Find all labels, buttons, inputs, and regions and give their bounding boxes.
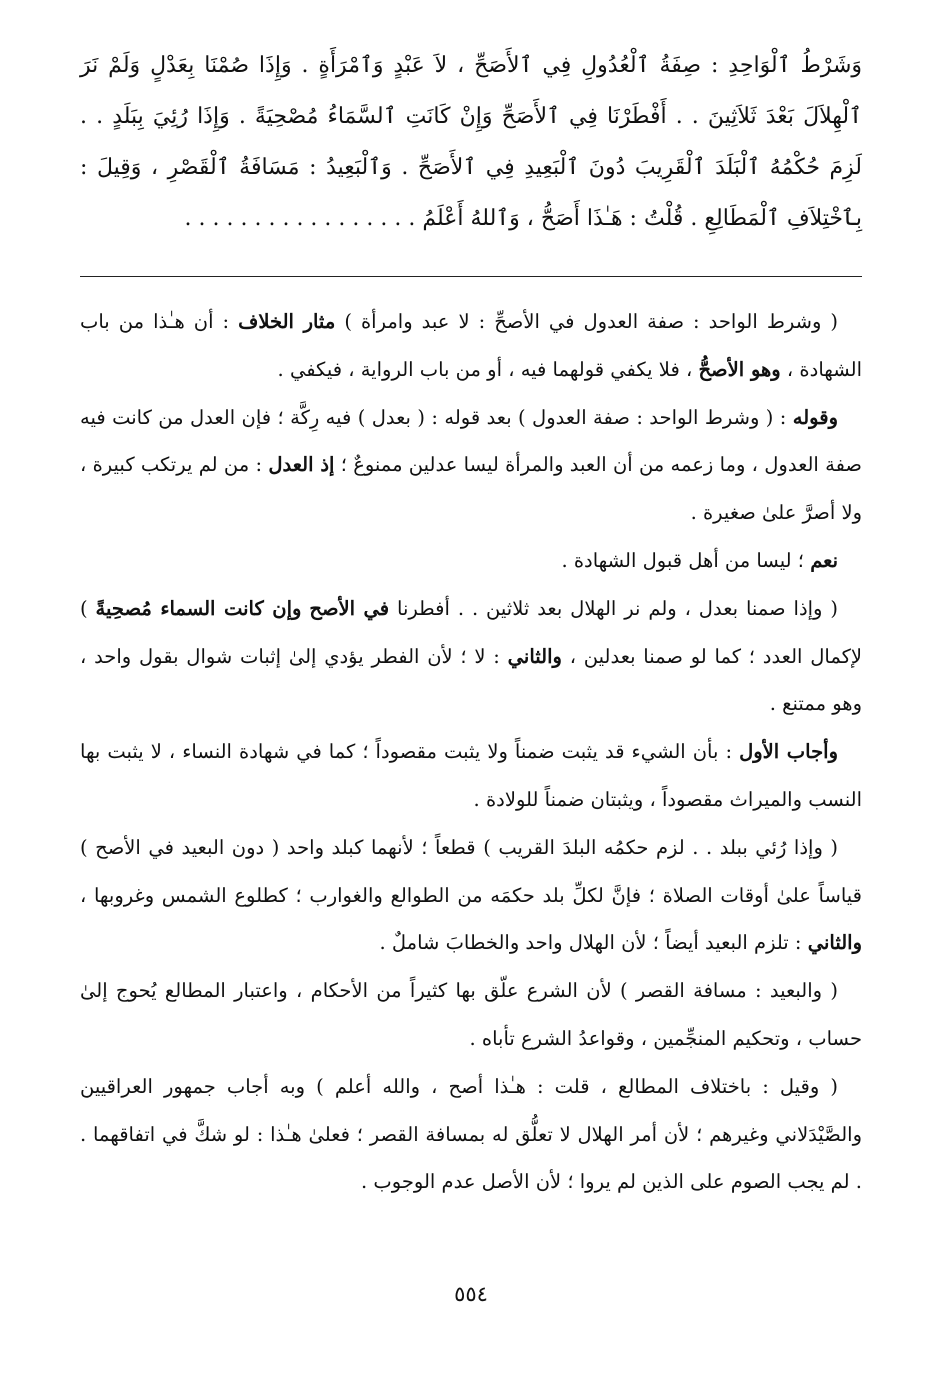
separator-line (80, 276, 862, 277)
commentary-paragraph (80, 967, 862, 1063)
matn-text (80, 40, 862, 244)
commentary-bold: في الأصح (309, 596, 390, 620)
commentary-text: : بأن الشيء قد يثبت ضمناً ولا يثبت مقصوداً ؛ كما في شهادة النساء ، لا يثبت بها النسب والميراث مقصوداً ، ويثبتان ضمناً للولادة . (80, 740, 862, 811)
commentary-text: ( وقيل : باختلاف المطالع ، قلت : هـٰذا أصح ، والله أعلم ) (316, 1074, 838, 1098)
commentary-paragraph (80, 298, 862, 394)
page-number: ٥٥٤ (454, 1282, 488, 1306)
commentary-paragraph (80, 728, 862, 824)
commentary-text: ( والبعيد : مسافة القصر ) (620, 979, 838, 1003)
commentary-text: ( وشرط الواحد : صفة العدول في الأصحِّ : لا عبد وامرأة ) (344, 310, 839, 333)
matn-body: وَشَرْطُ ٱلْوَاحِدِ : صِفَةُ ٱلْعُدُولِ فِي ٱلأَصَحِّ ، لاَ عَبْدٍ وَٱمْرَأَةٍ . وَإِذَا صُمْنَا بِعَدْلٍ وَلَمْ نَرَ ٱلْهِلاَلَ بَعْدَ ثَلاَثِينَ . . أَفْطَرْنَا فِي ٱلأَصَحِّ وَإِنْ كَانَتِ ٱلسَّمَاءُ مُصْحِيَةً . وَإِذَا رُئِيَ بِبَلَدٍ . . لَزِمَ حُكْمُهُ ٱلْبَلَدَ ٱلْقَرِيبَ دُونَ ٱلْبَعِيدِ فِي ٱلأَصَحِّ . وَٱلْبَعِيدُ : مَسَافَةُ ٱلْقَصْرِ ، وَقِيلَ : بِٱخْتِلاَفِ ٱلْمَطَالِعِ . قُلْتُ : هَـٰذَا أَصَحُّ ، وَٱللهُ أَعْلَمُ . (80, 53, 862, 231)
commentary-text: ؛ ليسا من أهل قبول الشهادة . (561, 548, 804, 572)
commentary-text: : أن هـٰذا من باب الشهادة ، (80, 310, 862, 381)
commentary-paragraph (80, 824, 862, 967)
commentary-bold: وأجاب الأول (739, 740, 838, 764)
commentary-paragraph (80, 1063, 862, 1206)
commentary-bold: إذ العدل (268, 453, 335, 477)
commentary-paragraph (80, 585, 862, 728)
commentary-text: قياساً علىٰ أوقات الصلاة ؛ فإنَّ لكلِّ بلد حكمَه من الطوالع والغوارب ؛ كطلوع الشمس وغروبها ، (80, 883, 862, 907)
commentary-bold: مثار الخلاف (238, 310, 336, 333)
commentary-text: قطعاً ؛ لأنهما كبلد واحد (286, 835, 476, 859)
commentary-text: : من لم يرتكب كبيرة ، ولا أصرَّ علىٰ صغيرة . (80, 453, 862, 525)
commentary-text: وبه أجاب جمهور العراقيين والصَّيْدَلاني وغيرهم ؛ لأن أمر الهلال لا تعلُّق له بمسافة القصر ؛ فعلىٰ هـٰذا : لو شكَّ في اتفاقهما . . لم يجب الصوم على الذين لم يروا ؛ لأن الأصل عدم الوجوب . (80, 1074, 862, 1194)
commentary-bold: وقوله (792, 405, 838, 429)
commentary-paragraph (80, 394, 862, 537)
commentary-paragraph (80, 537, 862, 585)
commentary-text: : لا ؛ لأن الفطر يؤدي إلىٰ إثبات شوال بقول واحد ، وهو ممتنع . (80, 644, 862, 716)
commentary (80, 298, 862, 1206)
commentary-text: ) لإكمال العدد ؛ كما لو صمنا بعدلين ، (80, 596, 863, 668)
commentary-text: ( دون البعيد في الأصح ) (80, 835, 280, 859)
book-page (80, 40, 862, 1340)
commentary-bold: وإن كانت السماء مُصحِيةً (95, 596, 302, 620)
commentary-text: : تلزم البعيد أيضاً ؛ لأن الهلال واحد والخطابَ شاملٌ . (379, 931, 802, 955)
commentary-bold: وهو الأصحُّ (698, 357, 781, 381)
commentary-text: : ( وشرط الواحد : صفة العدول ) بعد قوله : ( بعدل ) فيه رِكَّة ؛ فإن العدل من كانت فيه صفة العدول ، وما زعمه من أن العبد والمرأة ليسا عدلين ممنوعٌ ؛ (80, 405, 862, 477)
commentary-bold: نعم (810, 548, 838, 572)
commentary-text: لأن الشرع علّق بها كثيراً من الأحكام ، واعتبار المطالع يُحوج إلىٰ حساب ، وتحكيم المنجِّمين ، وقواعدُ الشرع تأباه . (80, 979, 862, 1050)
commentary-text: ( وإذا رُئي ببلد . . لزم حكمُه البلدَ القريب ) (483, 835, 839, 859)
matn-dots: . . . . . . . . . . . . . . . . (184, 206, 402, 231)
commentary-bold: والثاني (807, 931, 862, 955)
commentary-text: ، فلا يكفي قولهما فيه ، أو من باب الرواية ، فيكفي . (277, 357, 693, 381)
commentary-text: ( وإذا صمنا بعدل ، ولم نر الهلال بعد ثلاثين . . أفطرنا (397, 596, 838, 620)
commentary-bold: والثاني (507, 644, 562, 668)
